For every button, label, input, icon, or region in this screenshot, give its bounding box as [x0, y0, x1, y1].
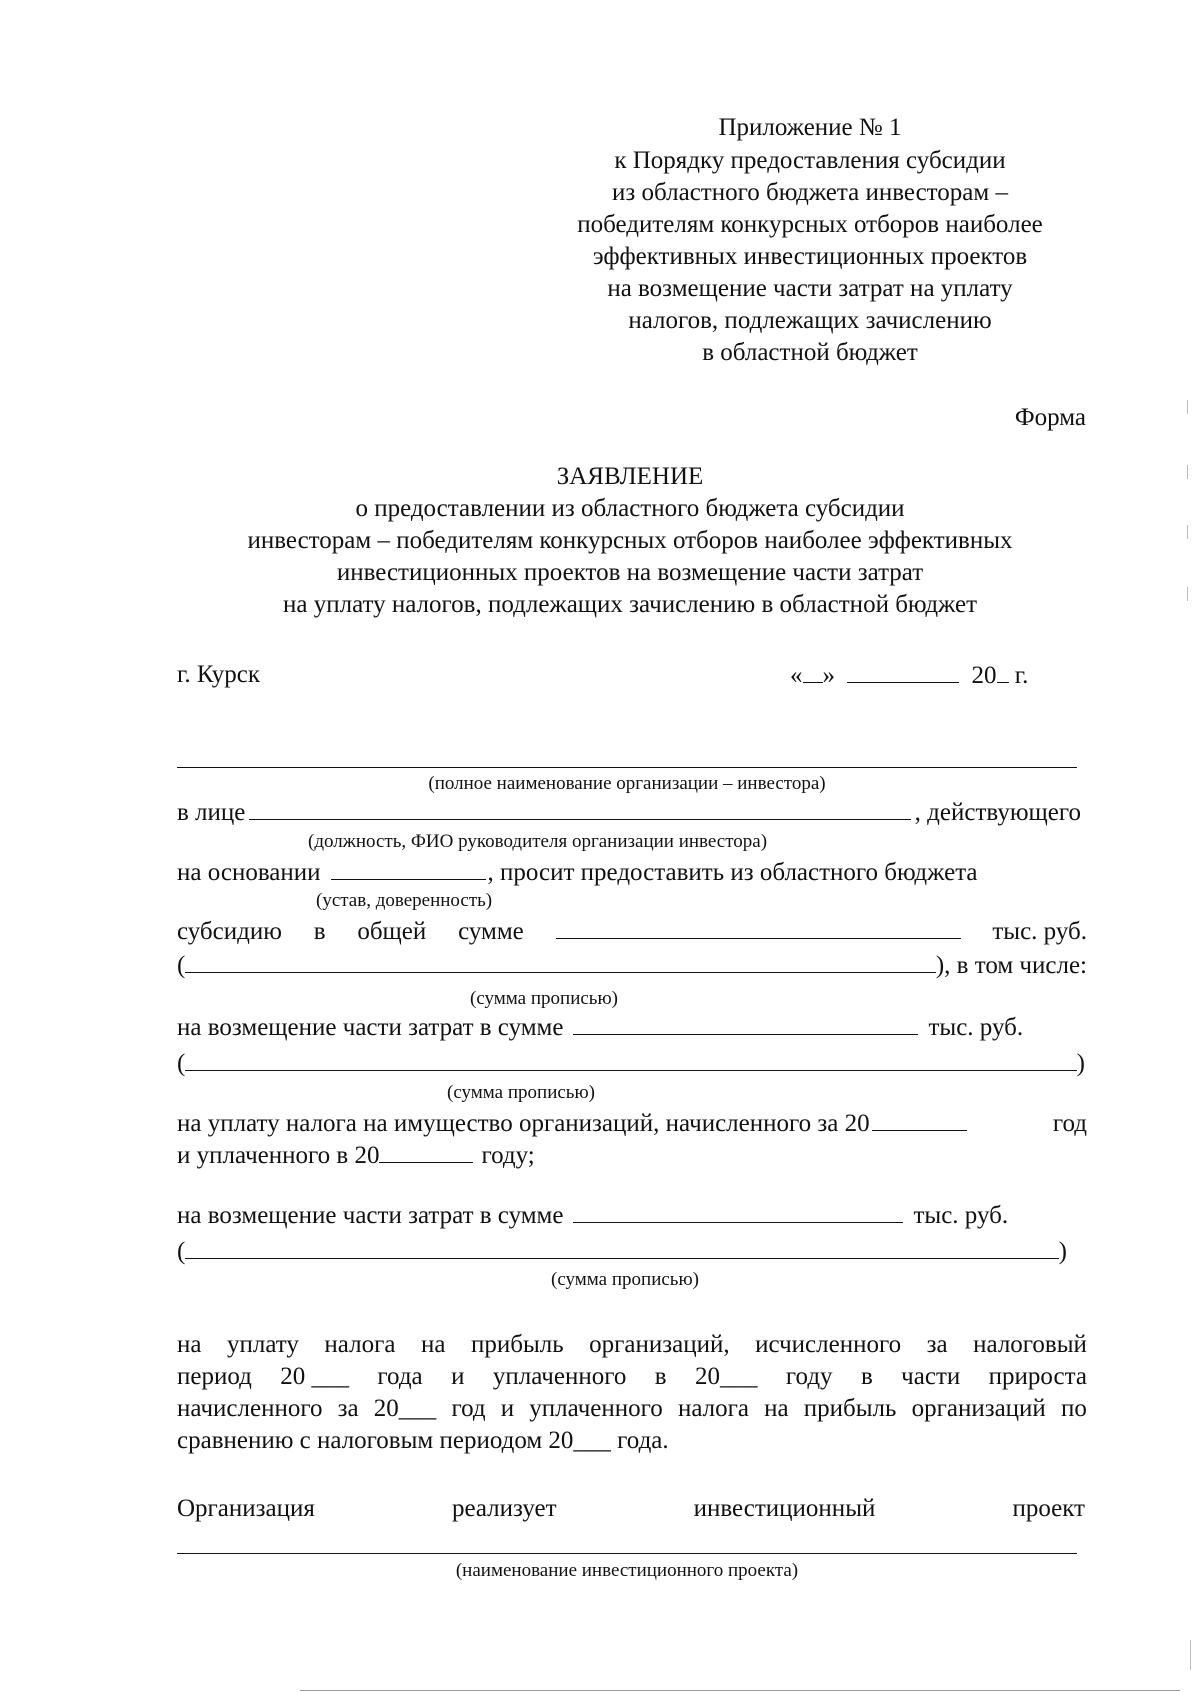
word: и	[451, 1363, 465, 1390]
word: реализует	[451, 1495, 557, 1522]
year-suffix: г.	[1014, 662, 1029, 689]
basis-blank[interactable]	[331, 857, 486, 880]
profit-tax-line	[177, 1394, 1087, 1424]
compensation-amount-blank[interactable]	[573, 1200, 903, 1223]
word: года	[377, 1363, 423, 1390]
project-row	[177, 1494, 1085, 1524]
word: 20___	[695, 1363, 758, 1390]
appendix-line: на возмещение части затрат на уплату	[607, 275, 1013, 302]
basis-row	[177, 857, 978, 888]
word: в	[860, 1363, 873, 1390]
word: прибыль	[803, 1395, 897, 1422]
title-line: инвесторам – победителям конкурсных отборов наиболее эффективных	[247, 527, 1013, 554]
scan-mark	[1187, 465, 1188, 479]
open-paren: (	[177, 1238, 186, 1265]
profit-tax-last-line: сравнению с налоговым периодом 20___ года.	[177, 1427, 669, 1454]
project-caption: (наименование инвестиционного проекта)	[455, 1560, 799, 1581]
word: организаций,	[589, 1331, 730, 1358]
org-name-blank[interactable]	[177, 767, 1077, 768]
word: году	[785, 1363, 833, 1390]
subsidy-words-blank[interactable]	[185, 950, 936, 973]
subsidy-word: сумме	[458, 918, 524, 945]
project-name-blank[interactable]	[177, 1553, 1077, 1554]
appendix-line: к Порядку предоставления субсидии	[614, 147, 1006, 174]
date-close-quote: »	[822, 662, 835, 689]
compensation-label: на возмещение части затрат в сумме	[177, 1014, 564, 1041]
org-caption: (полное наименование организации – инвестора)	[428, 773, 826, 794]
amount-caption: (сумма прописью)	[447, 1082, 595, 1103]
appendix-line: эффективных инвестиционных проектов	[592, 243, 1028, 270]
property-tax-year-blank[interactable]	[872, 1108, 967, 1131]
word: год	[451, 1395, 486, 1422]
word: уплату	[227, 1331, 299, 1358]
word: прибыль	[470, 1331, 564, 1358]
subsidy-amount-blank[interactable]	[556, 916, 961, 939]
head-caption: (должность, ФИО руководителя организации инвестора)	[308, 831, 768, 852]
basis-caption: (устав, доверенность)	[316, 890, 493, 911]
city: г. Курск	[177, 661, 260, 688]
appendix-line: Приложение № 1	[718, 114, 902, 141]
head-blank[interactable]	[249, 797, 910, 820]
word: на	[420, 1331, 446, 1358]
compensation-label: на возмещение части затрат в сумме	[177, 1202, 564, 1229]
word: 20 ___	[280, 1363, 350, 1390]
scan-mark	[1190, 1640, 1191, 1670]
close-paren: )	[1076, 1050, 1085, 1077]
word: на	[177, 1331, 202, 1358]
close-paren: )	[1058, 1238, 1067, 1265]
date-open-quote: «	[790, 662, 803, 689]
scan-mark	[1187, 587, 1188, 601]
date-field	[790, 660, 1028, 691]
word: инвестиционный	[693, 1495, 876, 1522]
including-label: ), в том числе:	[935, 952, 1087, 979]
year-label: год	[1052, 1110, 1087, 1137]
compensation-amount-blank[interactable]	[573, 1012, 918, 1035]
appendix-line: в областной бюджет	[702, 339, 918, 366]
word: за	[337, 1395, 359, 1422]
subsidy-row	[177, 916, 1087, 947]
thousand-rub-label: тыс. руб.	[928, 1014, 1024, 1041]
property-tax-paid-text: и уплаченного в 20	[177, 1142, 380, 1169]
appendix-line: налогов, подлежащих зачислению	[628, 307, 992, 334]
property-tax-row	[177, 1108, 1087, 1139]
year-blank[interactable]	[997, 660, 1009, 683]
word: исчисленного	[755, 1331, 902, 1358]
word: части	[901, 1363, 961, 1390]
compensation-row	[177, 1200, 1008, 1231]
word: уплаченного	[529, 1395, 663, 1422]
open-paren: (	[177, 952, 186, 979]
form-label: Форма	[1014, 404, 1086, 431]
profit-tax-line	[177, 1362, 1087, 1392]
subsidy-words-row	[177, 950, 1087, 981]
word: период	[177, 1363, 252, 1390]
scan-mark	[1187, 400, 1188, 414]
subsidy-word: субсидию	[177, 918, 282, 945]
thousand-rub-label: тыс. руб.	[992, 918, 1087, 945]
word: организаций	[911, 1395, 1046, 1422]
compensation-words-blank[interactable]	[185, 1236, 1058, 1259]
property-tax-paid-row	[177, 1140, 535, 1171]
open-paren: (	[177, 1050, 186, 1077]
title-line: инвестиционных проектов на возмещение части затрат	[336, 559, 924, 586]
word: в	[654, 1363, 667, 1390]
compensation-words-row	[177, 1236, 1067, 1267]
word: по	[1060, 1395, 1087, 1422]
word: и	[500, 1395, 515, 1422]
basis-label: на основании	[177, 859, 321, 886]
thousand-rub-label: тыс. руб.	[913, 1202, 1009, 1229]
appendix-line: победителям конкурсных отборов наиболее	[577, 211, 1043, 238]
property-tax-paid-year-blank[interactable]	[379, 1140, 473, 1163]
day-blank[interactable]	[803, 660, 823, 683]
word: на	[764, 1395, 789, 1422]
year-prefix: 20	[971, 662, 997, 689]
subsidy-word: в	[313, 918, 326, 945]
scan-bottom-edge	[300, 1690, 1180, 1691]
word: 20___	[373, 1395, 437, 1422]
compensation-words-blank[interactable]	[185, 1048, 1076, 1071]
property-tax-paid-end: году;	[481, 1142, 535, 1169]
scan-mark	[1187, 525, 1188, 539]
amount-caption: (сумма прописью)	[470, 988, 618, 1009]
word: уплаченного	[492, 1363, 627, 1390]
word: налога	[677, 1395, 749, 1422]
word: прироста	[988, 1363, 1087, 1390]
compensation-words-row	[177, 1048, 1085, 1079]
document-heading: ЗАЯВЛЕНИЕ	[556, 463, 704, 490]
in-person-label: в лице	[177, 799, 246, 826]
acting-label: , действующего	[914, 799, 1081, 826]
in-person-row	[177, 797, 1081, 828]
amount-caption: (сумма прописью)	[551, 1269, 699, 1290]
title-line: на уплату налогов, подлежащих зачислению в областной бюджет	[282, 591, 978, 618]
word: налоговый	[973, 1331, 1087, 1358]
compensation-row	[177, 1012, 1023, 1043]
title-line: о предоставлении из областного бюджета субсидии	[355, 495, 905, 522]
profit-tax-line	[177, 1330, 1087, 1360]
subsidy-word: общей	[357, 918, 427, 945]
property-tax-text: на уплату налога на имущество организаций, начисленного за 20	[177, 1110, 870, 1137]
word: за	[926, 1331, 948, 1358]
word: начисленного	[177, 1395, 323, 1422]
word: налога	[324, 1331, 396, 1358]
appendix-line: из областного бюджета инвесторам –	[612, 179, 1008, 206]
month-blank[interactable]	[847, 660, 959, 683]
requests-label: , просит предоставить из областного бюджета	[487, 859, 978, 886]
word: проект	[1012, 1495, 1085, 1522]
word: Организация	[177, 1495, 315, 1522]
